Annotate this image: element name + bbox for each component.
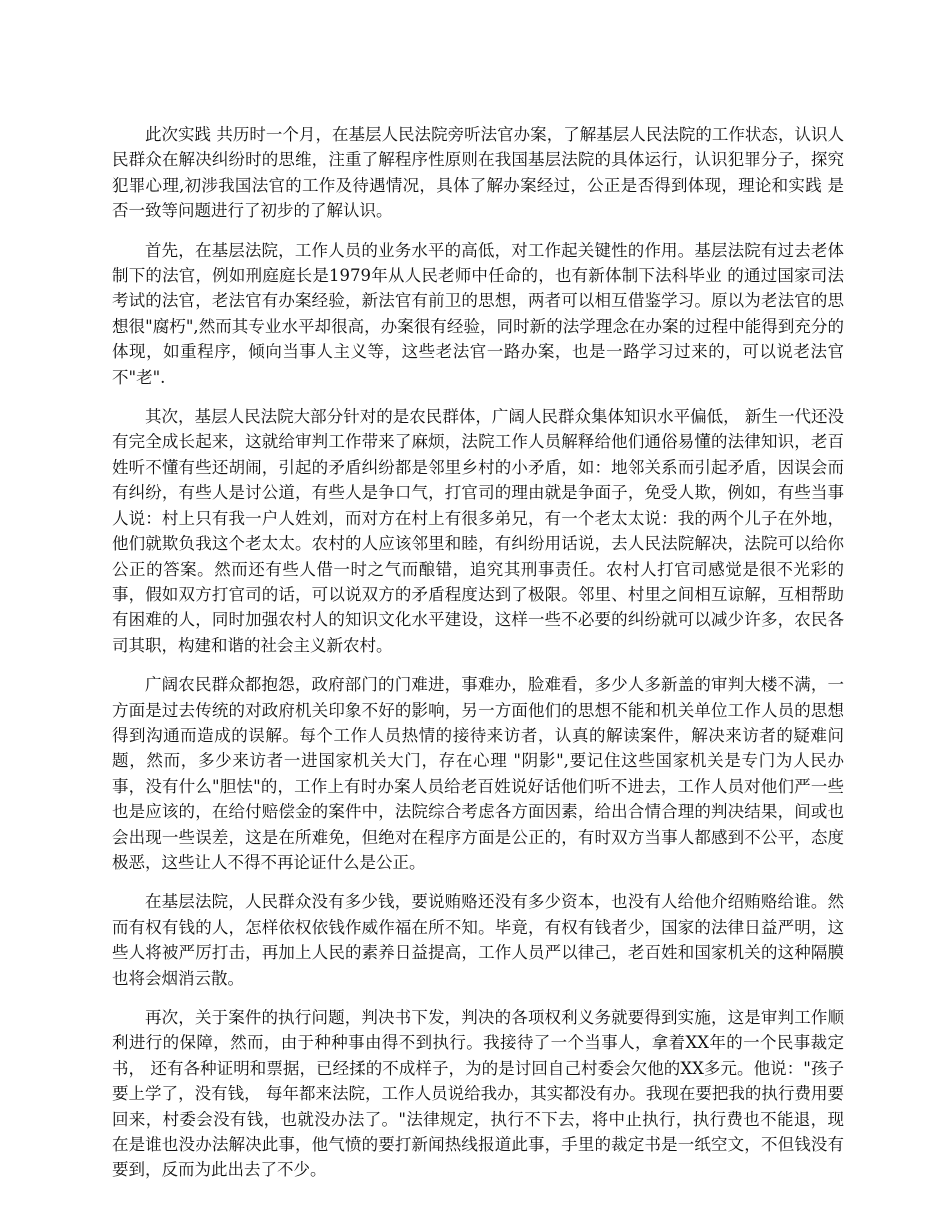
paragraph-execution: 再次，关于案件的执行问题，判决书下发，判决的各项权利义务就要得到实施，这是审判工作顺利进行的保障，然而，由于种种事由得不到执行。我接待了一个当事人，拿着XX年的一个民事裁定书， 还有各种证明和票据，已经揉的不成样子，为的是讨回自己村委会欠他的XX多元。他说："孩子要上学了，没有钱， 每年都来法院，工作人员说给我办，其实都没有办。我现在要把我的执行费用要回来，村委会没有钱，也就没办法了。"法律规定，执行不下去，将中止执行，执行费也不能退，现在是谁也没办法解决此事，他气愤的要打新闻热线报道此事，手里的裁定书是一纸空文，不但钱没有要到，反而为此出去了不少。 (112, 1008, 844, 1180)
paragraph-intro: 此次实践 共历时一个月，在基层人民法院旁听法官办案，了解基层人民法院的工作状态，认识人民群众在解决纠纷时的思维，注重了解程序性原则在我国基层法院的具体运行，认识犯罪分子，探究犯罪心理,初涉我国法官的工作及待遇情况，具体了解办案经过，公正是否得到体现，理论和实践 是否一致等问题进行了初步的了解认识。 (112, 125, 844, 221)
document-page (112, 122, 844, 1197)
paragraph-bribery: 在基层法院，人民群众没有多少钱，要说贿赂还没有多少资本，也没有人给他介绍贿赂给谁。然而有权有钱的人，怎样依权依钱作威作福在所不知。毕竟，有权有钱者少，国家的法律日益严明，这些人将被严厉打击，再加上人民的素养日益提高，工作人员严以律己，老百姓和国家机关的这种隔膜也将会烟消云散。 (112, 892, 844, 988)
paragraph-first: 首先，在基层法院，工作人员的业务水平的高低，对工作起关键性的作用。基层法院有过去老体制下的法官，例如刑庭庭长是1979年从人民老师中任命的，也有新体制下法科毕业 的通过国家司法考试的法官，老法官有办案经验，新法官有前卫的思想，两者可以相互借鉴学习。原以为老法官的思想很"腐朽",然而其专业水平却很高，办案很有经验，同时新的法学理念在办案的过程中能得到充分的体现，如重程序，倾向当事人主义等，这些老法官一路办案，也是一路学习过来的，可以说老法官不"老". (112, 240, 844, 387)
paragraph-complaints: 广阔农民群众都抱怨，政府部门的门难进，事难办，脸难看，多少人多新盖的审判大楼不满，一方面是过去传统的对政府机关印象不好的影响，另一方面他们的思想不能和机关单位工作人员的思想得到沟通而造成的误解。每个工作人员热情的接待来访者，认真的解读案件，解决来访者的疑难问题，然而，多少来访者一进国家机关大门，存在心理 "阴影",要记住这些国家机关是专门为人民办事，没有什么"胆怯"的，工作上有时办案人员给老百姓说好话他们听不进去，工作人员对他们严一些也是应该的，在给付赔偿金的案件中，法院综合考虑各方面因素，给出合情合理的判决结果，间或也会出现一些误差，这是在所难免，但绝对在程序方面是公正的，有时双方当事人都感到不公平，态度极恶，这些让人不得不再论证什么是公正。 (112, 675, 844, 872)
paragraph-second: 其次，基层人民法院大部分针对的是农民群体，广阔人民群众集体知识水平偏低， 新生一代还没有完全成长起来，这就给审判工作带来了麻烦，法院工作人员解释给他们通俗易懂的法律知识，老百姓听不懂有些还胡闹，引起的矛盾纠纷都是邻里乡村的小矛盾，如：地邻关系而引起矛盾，因误会而有纠纷，有些人是讨公道，有些人是争口气，打官司的理由就是争面子，免受人欺，例如，有些当事人说：村上只有我一户人姓刘，而对方在村上有很多弟兄，有一个老太太说：我的两个儿子在外地，他们就欺负我这个老太太。农村的人应该邻里和睦，有纠纷用话说，去人民法院解决，法院可以给你公正的答案。然而还有些人借一时之气而酿错，追究其刑事责任。农村人打官司感觉是很不光彩的事，假如双方打官司的话，可以说双方的矛盾程度达到了极限。邻里、村里之间相互谅解，互相帮助有困难的人，同时加强农村人的知识文化水平建设，这样一些不必要的纠纷就可以减少许多，农民各司其职，构建和谐的社会主义新农村。 (112, 407, 844, 655)
